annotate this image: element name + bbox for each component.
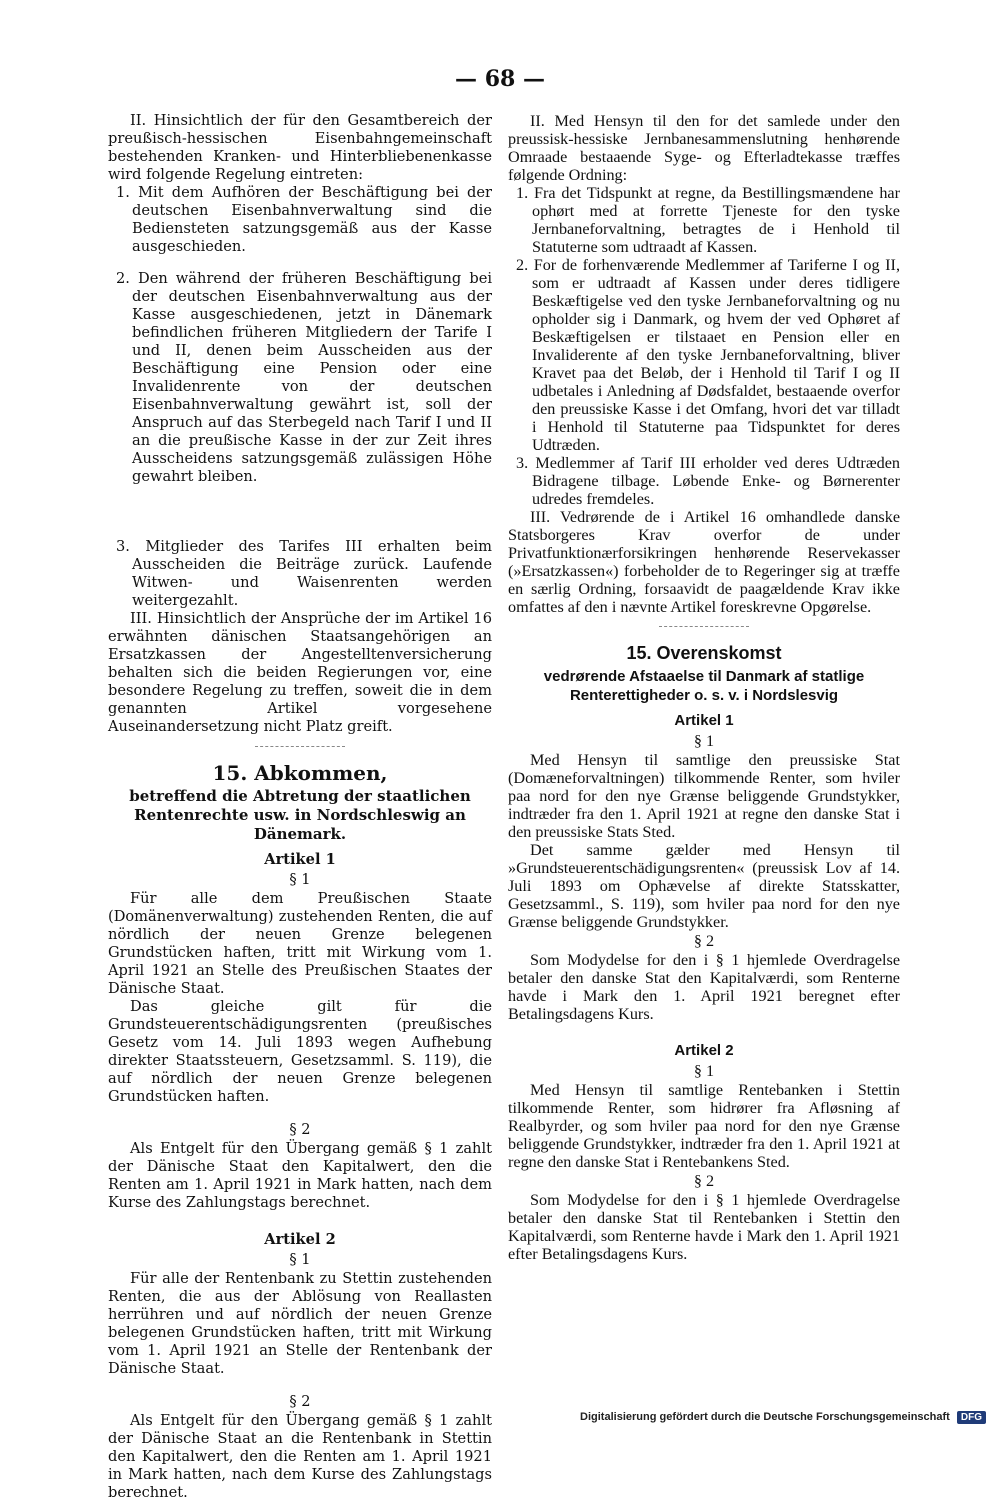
paragraph-label: § 2: [693, 932, 715, 950]
section-iii: III. Hinsichtlich der Ansprüche der im Artikel 16 erwähnten dänischen Staatsangehörigen an Ersatzkassen der Angestelltenversicherung behalten sich die beiden Regierungen vor, eine besondere Regelung zu treffen, soweit die in dem genannten Artikel vorgesehene Auseinandersetzung nicht Platz greift.: [108, 610, 492, 735]
paragraph-label: § 1: [693, 732, 715, 750]
paragraph-text: Som Modydelse for den i § 1 hjemlede Overdragelse betaler den danske Stat til Rentebanken i Stettin den Kapitalværdi, som Renterne havde i Mark den 1. April 1921 efter Betalingsdagens Kurs.: [508, 1191, 900, 1263]
section-ii-intro: II. Med Hensyn til den for det samlede under den preussisk-hessiske Jernbanesammenslutning henhørende Omraade bestaaende Syge- og Efterladtekasse træffes følgende Ordning:: [508, 112, 900, 184]
divider: [659, 626, 749, 627]
paragraph-label: § 2: [289, 1393, 311, 1410]
paragraph-text: Som Modydelse for den i § 1 hjemlede Overdragelse betaler den danske Stat den Kapitalværdi, som Renterne havde i Mark den 1. April 1921 beregnet efter Betalingsdagens Kurs.: [508, 951, 900, 1023]
agreement-subtitle: vedrørende Afstaaelse til Danmark af statlige Renterettigheder o. s. v. i Nordslesvig: [543, 668, 865, 704]
article-heading: Artikel 2: [264, 1231, 336, 1248]
paragraph-text: Det samme gælder med Hensyn til »Grundsteuerentschädigungsrenten« (preussisk Lov af 14. Juli 1893 om Ophævelse af direkte Statsskatter, Gesetzsamml., S. 119), som hviler paa nord for den nye Grænse beliggende Grundstykker.: [508, 841, 900, 931]
paragraph-label: § 1: [289, 1251, 311, 1268]
article-heading: Artikel 1: [674, 712, 734, 729]
digitization-credit: [580, 1411, 986, 1424]
danish-column: [508, 112, 900, 1263]
page-number: — 68 —: [455, 66, 545, 92]
paragraph-label: § 1: [289, 871, 311, 888]
paragraph-label: § 2: [289, 1121, 311, 1138]
agreement-subtitle: betreffend die Abtretung der staatlichen Rentenrechte usw. in Nordschleswig an Dänemark.: [129, 787, 471, 843]
article-heading: Artikel 1: [264, 851, 336, 868]
paragraph-text: Med Hensyn til samtlige Rentebanken i Stettin tilkommende Renter, som hidrører fra Afløsning af Realbyrder, og som hviler paa nord for den nye Grænse beliggende Grundstykker, indtræder fra den 1. April 1921 at regne den danske Stat i Rentebankens Sted.: [508, 1081, 900, 1171]
credit-text: Digitalisierung gefördert durch die Deutsche Forschungsgemeinschaft: [580, 1411, 950, 1423]
list-item: 3. Mitglieder des Tarifes III erhalten beim Ausscheiden die Beiträge zurück. Laufende Witwen- und Waisenrenten werden weitergezahlt.: [116, 538, 492, 609]
list-item: 1. Mit dem Aufhören der Beschäftigung bei der deutschen Eisenbahnverwaltung sind die Bediensteten satzungsgemäß aus der Kasse ausgeschieden.: [116, 184, 492, 255]
list-item: 1. Fra det Tidspunkt at regne, da Bestillingsmændene har ophørt med at forrette Tjeneste for den tyske Jernbaneforvaltning, betragtes de i Henhold til Statuterne som udtraadt af Kassen.: [516, 184, 900, 256]
paragraph-text: Als Entgelt für den Übergang gemäß § 1 zahlt der Dänische Staat an die Rentenbank in Stettin den Kapitalwert, den die Renten am 1. April 1921 in Mark hatten, nach dem Kurse des Zahlungstags berechnet.: [108, 1412, 492, 1501]
agreement-title: 15. Overenskomst: [626, 643, 782, 663]
list-item: 2. Den während der früheren Beschäftigung bei der deutschen Eisenbahnverwaltung aus der Kasse ausgeschiedenen, jetzt in Dänemark befindlichen früheren Mitgliedern der Tarife I und II, denen beim Ausscheiden aus der Beschäftigung eine Pension oder eine Invalidenrente von der deutschen Eisenbahnverwaltung gewährt ist, soll der Anspruch auf das Sterbegeld nach Tarif I und II an die preußische Kasse in der zur Zeit ihres Ausscheidens satzungsgemäß zulässigen Höhe gewahrt bleiben.: [116, 270, 492, 485]
list-item: 2. For de forhenværende Medlemmer af Tariferne I og II, som er udtraadt af Kassen under deres tidligere Beskæftigelse ved den tyske Jernbaneforvaltning og nu opholder sig i Danmark, og hvem der ved Ophøret af Beskæftigelsen er tilstaaet en Pension eller en Invaliderente af den tyske Jernbaneforvaltning, bliver Kravet paa det Beløb, der i Henhold til Tarif I og II udbetales i Anledning af Dødsfaldet, bestaaende overfor den preussiske Kasse i det Omfang, hvori det var tilladt i Henhold til Statuterne paa Tidspunktet for deres Udtræden.: [516, 256, 900, 454]
section-ii-intro: II. Hinsichtlich der für den Gesamtbereich der preußisch-hessischen Eisenbahngemeinschaft bestehenden Kranken- und Hinterbliebenenkasse wird folgende Regelung eintreten:: [108, 112, 492, 183]
list-item: 3. Medlemmer af Tarif III erholder ved deres Udtræden Bidragene tilbage. Løbende Enke- og Børnerenter udredes fremdeles.: [516, 454, 900, 508]
section-iii: III. Vedrørende de i Artikel 16 omhandlede danske Statsborgeres Krav overfor de under Privatfunktionærforsikringen henhørende Reservekasser (»Ersatzkassen«) forbeholder de to Regeringer sig at træffe en særlig Ordning, forsaavidt de paagældende Krav ikke omfattes af den i nævnte Artikel foreskrevne Opgørelse.: [508, 508, 900, 616]
paragraph-text: Das gleiche gilt für die Grundsteuerentschädigungsrenten (preußisches Gesetz vom 14. Juli 1893 wegen Aufhebung direkter Staatssteuern, Gesetzsamml. S. 119), die auf nördlich der neuen Grenze belegenen Grundstücken haften.: [108, 998, 492, 1105]
paragraph-label: § 1: [693, 1062, 715, 1080]
agreement-title: 15. Abkommen,: [212, 761, 388, 785]
divider: [255, 746, 345, 747]
article-heading: Artikel 2: [674, 1042, 734, 1059]
paragraph-label: § 2: [693, 1172, 715, 1190]
dfg-logo-icon: DFG: [957, 1411, 986, 1424]
paragraph-text: Für alle der Rentenbank zu Stettin zustehenden Renten, die aus der Ablösung von Reallasten herrühren und auf nördlich der neuen Grenze belegenen Grundstücken haften, tritt mit Wirkung vom 1. April 1921 an Stelle der Rentenbank der Dänische Staat.: [108, 1270, 492, 1377]
german-column: [108, 112, 492, 1502]
paragraph-text: Für alle dem Preußischen Staate (Domänenverwaltung) zustehenden Renten, die auf nördlich der neuen Grenze belegenen Grundstücken haften, tritt mit Wirkung vom 1. April 1921 an Stelle des Preußischen Staates der Dänische Staat.: [108, 890, 492, 997]
paragraph-text: Med Hensyn til samtlige den preussiske Stat (Domæneforvaltningen) tilkommende Renter, som hviler paa nord for den nye Grænse beliggende Grundstykker, indtræder fra den 1. April 1921 at regne den danske Stat i den preussiske Stats Sted.: [508, 751, 900, 841]
paragraph-text: Als Entgelt für den Übergang gemäß § 1 zahlt der Dänische Staat den Kapitalwert, den die Renten am 1. April 1921 in Mark hatten, nach dem Kurse des Zahlungstags berechnet.: [108, 1140, 492, 1211]
